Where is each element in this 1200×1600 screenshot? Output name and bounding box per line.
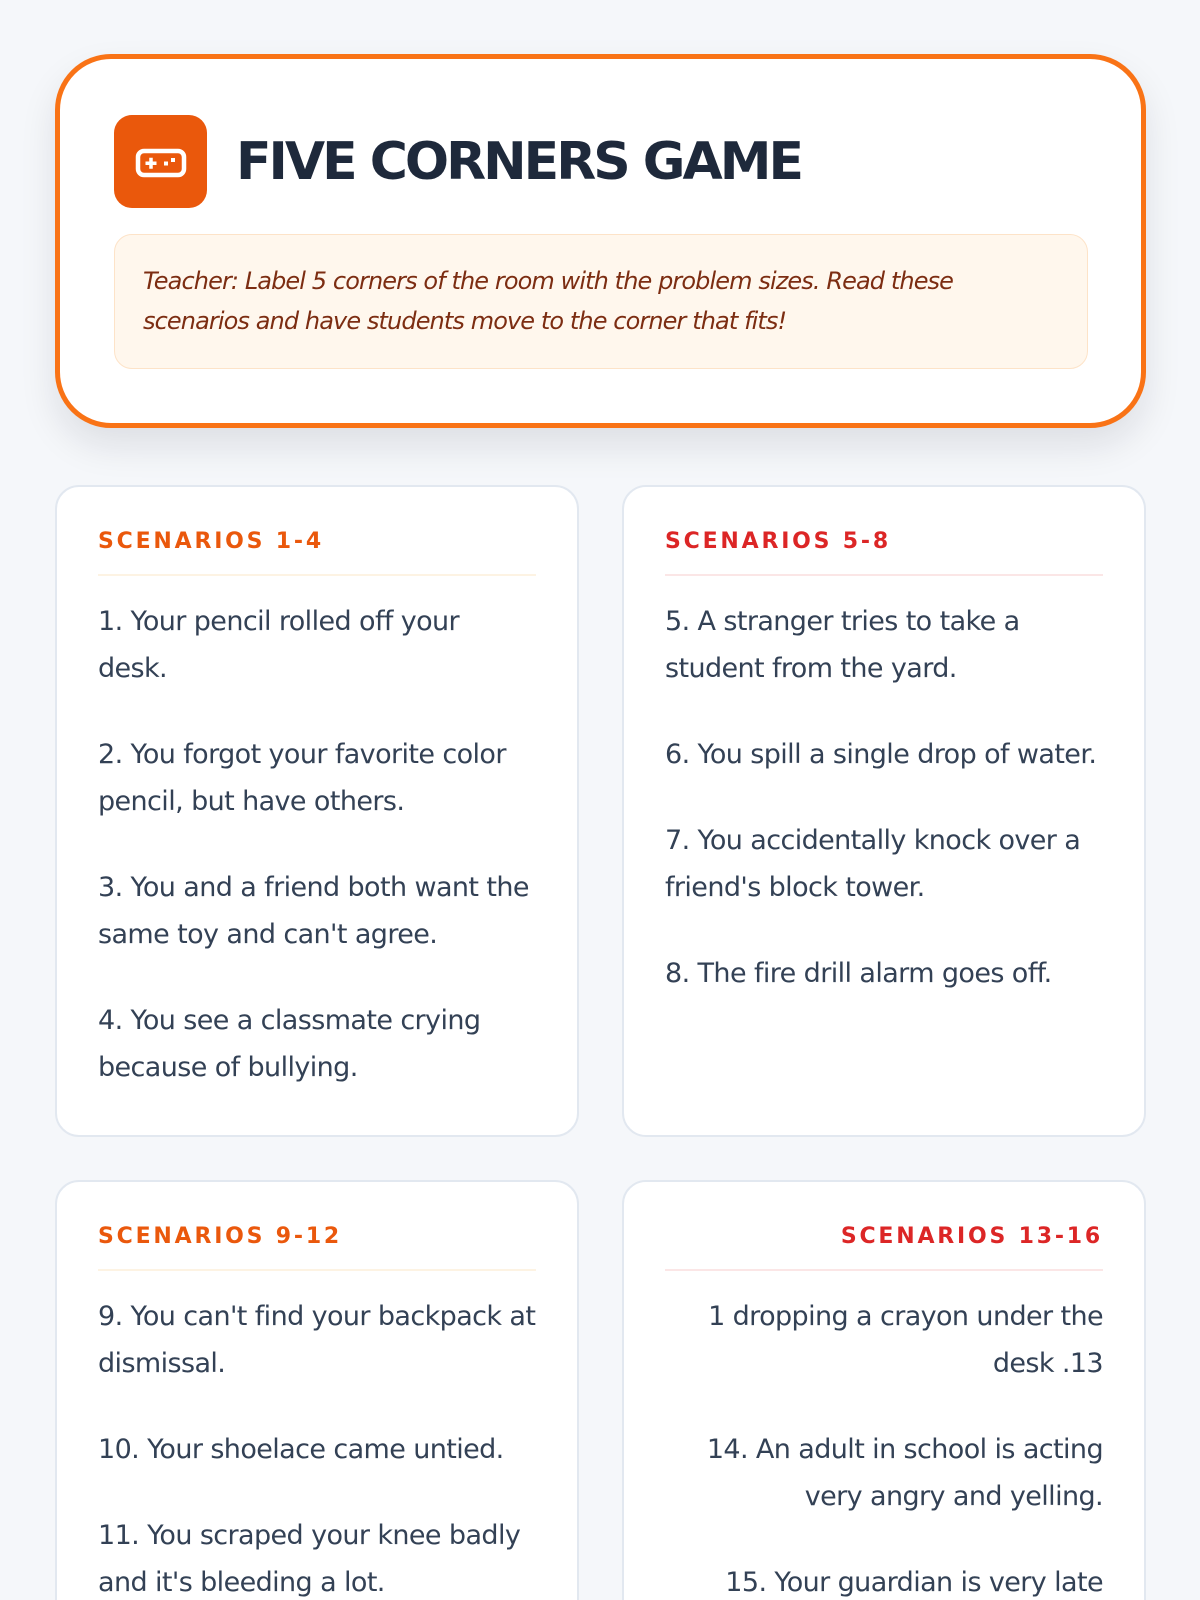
gamepad-icon <box>114 115 207 208</box>
scenario-list <box>665 1293 1103 1600</box>
page-title: FIVE CORNERS GAME <box>236 131 801 192</box>
scenario-list <box>665 598 1103 997</box>
scenario-card-5-8 <box>622 485 1146 1137</box>
card-title: SCENARIOS 5-8 <box>665 525 1103 576</box>
scenario-item: 3. You and a friend both want the same toy and can't agree. <box>98 872 529 950</box>
card-title: SCENARIOS 13-16 <box>665 1220 1103 1271</box>
scenario-item: 9. You can't find your backpack at dismissal. <box>98 1301 536 1379</box>
scenario-item: 11. You scraped your knee badly and it's bleeding a lot. <box>98 1520 521 1598</box>
scenario-item: 4. You see a classmate crying because of bullying. <box>98 1005 481 1083</box>
title-row <box>114 115 801 208</box>
header-card <box>55 54 1146 428</box>
scenario-card-9-12 <box>55 1180 579 1600</box>
scenario-item: 2. You forgot your favorite color pencil, but have others. <box>98 739 506 817</box>
scenario-item: 14. An adult in school is acting very angry and yelling. <box>706 1434 1103 1512</box>
scenario-item: 6. You spill a single drop of water. <box>665 739 1097 770</box>
scenario-item: 15. Your guardian is very late <box>725 1567 1103 1598</box>
scenario-card-13-16 <box>622 1180 1146 1600</box>
scenario-list <box>98 598 536 1091</box>
scenario-item: 8. The fire drill alarm goes off. <box>665 958 1052 989</box>
scenario-list <box>98 1293 536 1600</box>
scenario-card-1-4 <box>55 485 579 1137</box>
scenario-item: 1 dropping a crayon under the desk .13 <box>708 1301 1103 1379</box>
scenario-item: 5. A stranger tries to take a student from the yard. <box>665 606 1020 684</box>
scenario-item: 7. You accidentally knock over a friend's block tower. <box>665 825 1081 903</box>
teacher-instructions: Teacher: Label 5 corners of the room with the problem sizes. Read these scenarios and have students move to the corner that fits! <box>114 234 1088 369</box>
card-title: SCENARIOS 9-12 <box>98 1220 536 1271</box>
card-title: SCENARIOS 1-4 <box>98 525 536 576</box>
scenario-item: 1. Your pencil rolled off your desk. <box>98 606 460 684</box>
scenario-item: 10. Your shoelace came untied. <box>98 1434 504 1465</box>
